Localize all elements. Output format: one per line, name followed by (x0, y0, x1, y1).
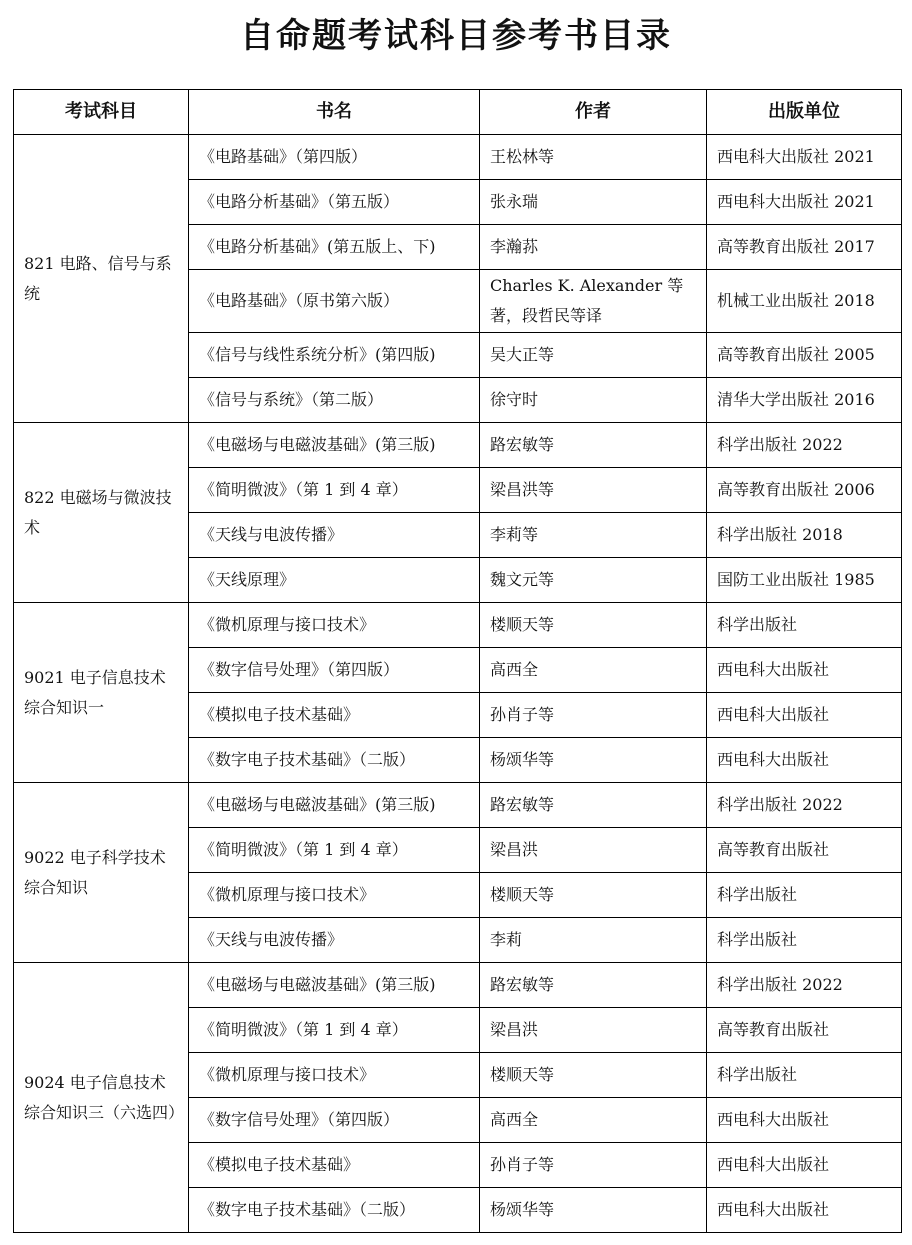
book-title-cell: 《数字信号处理》（第四版） (189, 1098, 480, 1143)
book-title-cell: 《电磁场与电磁波基础》(第三版) (189, 423, 480, 468)
table-row (14, 423, 902, 468)
book-title-cell: 《简明微波》（第 1 到 4 章） (189, 828, 480, 873)
book-title-cell: 《模拟电子技术基础》 (189, 693, 480, 738)
publisher-cell: 科学出版社 (707, 1053, 902, 1098)
publisher-cell: 科学出版社 (707, 873, 902, 918)
publisher-cell: 西电科大出版社 2021 (707, 180, 902, 225)
book-title-cell: 《信号与线性系统分析》(第四版) (189, 333, 480, 378)
publisher-cell: 西电科大出版社 2021 (707, 135, 902, 180)
book-title-cell: 《电路分析基础》（第五版） (189, 180, 480, 225)
author-cell: 杨颂华等 (480, 1188, 707, 1233)
publisher-cell: 科学出版社 (707, 603, 902, 648)
table-body (14, 135, 902, 1233)
header-row (14, 90, 902, 135)
author-cell: 李莉等 (480, 513, 707, 558)
header-publisher: 出版单位 (707, 90, 902, 135)
book-title-cell: 《微机原理与接口技术》 (189, 603, 480, 648)
publisher-cell: 高等教育出版社 2006 (707, 468, 902, 513)
book-title-cell: 《电路分析基础》(第五版上、下) (189, 225, 480, 270)
publisher-cell: 西电科大出版社 (707, 648, 902, 693)
publisher-cell: 科学出版社 2022 (707, 423, 902, 468)
table-row (14, 135, 902, 180)
book-title-cell: 《微机原理与接口技术》 (189, 873, 480, 918)
table-row (14, 603, 902, 648)
table-row (14, 963, 902, 1008)
author-cell: 吴大正等 (480, 333, 707, 378)
book-title-cell: 《信号与系统》（第二版） (189, 378, 480, 423)
publisher-cell: 西电科大出版社 (707, 1188, 902, 1233)
publisher-cell: 西电科大出版社 (707, 1143, 902, 1188)
author-cell: 梁昌洪 (480, 828, 707, 873)
subject-cell: 9021 电子信息技术综合知识一 (14, 603, 189, 783)
author-cell: 杨颂华等 (480, 738, 707, 783)
publisher-cell: 高等教育出版社 2017 (707, 225, 902, 270)
author-cell: 王松林等 (480, 135, 707, 180)
book-title-cell: 《模拟电子技术基础》 (189, 1143, 480, 1188)
table-row (14, 783, 902, 828)
book-title-cell: 《数字信号处理》（第四版） (189, 648, 480, 693)
subject-cell: 821 电路、信号与系统 (14, 135, 189, 423)
book-title-cell: 《简明微波》（第 1 到 4 章） (189, 1008, 480, 1053)
author-cell: 高西全 (480, 648, 707, 693)
publisher-cell: 科学出版社 2022 (707, 963, 902, 1008)
author-cell: 高西全 (480, 1098, 707, 1143)
author-cell: 梁昌洪等 (480, 468, 707, 513)
book-title-cell: 《电路基础》（原书第六版） (189, 270, 480, 333)
header-subject: 考试科目 (14, 90, 189, 135)
subject-cell: 822 电磁场与微波技术 (14, 423, 189, 603)
author-cell: 李莉 (480, 918, 707, 963)
publisher-cell: 科学出版社 (707, 918, 902, 963)
author-cell: 李瀚荪 (480, 225, 707, 270)
page-title: 自命题考试科目参考书目录 (240, 16, 672, 56)
author-cell: Charles K. Alexander 等著，段哲民等译 (480, 270, 707, 333)
publisher-cell: 高等教育出版社 (707, 828, 902, 873)
subject-cell: 9024 电子信息技术综合知识三（六选四） (14, 963, 189, 1233)
publisher-cell: 西电科大出版社 (707, 1098, 902, 1143)
publisher-cell: 清华大学出版社 2016 (707, 378, 902, 423)
book-title-cell: 《数字电子技术基础》（二版） (189, 738, 480, 783)
header-author: 作者 (480, 90, 707, 135)
author-cell: 路宏敏等 (480, 423, 707, 468)
author-cell: 楼顺天等 (480, 873, 707, 918)
book-title-cell: 《电磁场与电磁波基础》(第三版) (189, 783, 480, 828)
publisher-cell: 高等教育出版社 (707, 1008, 902, 1053)
publisher-cell: 西电科大出版社 (707, 693, 902, 738)
author-cell: 徐守时 (480, 378, 707, 423)
publisher-cell: 高等教育出版社 2005 (707, 333, 902, 378)
book-title-cell: 《电路基础》（第四版） (189, 135, 480, 180)
book-title-cell: 《简明微波》（第 1 到 4 章） (189, 468, 480, 513)
author-cell: 张永瑞 (480, 180, 707, 225)
author-cell: 孙肖子等 (480, 693, 707, 738)
author-cell: 楼顺天等 (480, 603, 707, 648)
author-cell: 梁昌洪 (480, 1008, 707, 1053)
book-title-cell: 《天线与电波传播》 (189, 513, 480, 558)
book-title-cell: 《天线与电波传播》 (189, 918, 480, 963)
author-cell: 楼顺天等 (480, 1053, 707, 1098)
publisher-cell: 机械工业出版社 2018 (707, 270, 902, 333)
author-cell: 孙肖子等 (480, 1143, 707, 1188)
author-cell: 路宏敏等 (480, 783, 707, 828)
publisher-cell: 科学出版社 2018 (707, 513, 902, 558)
author-cell: 魏文元等 (480, 558, 707, 603)
publisher-cell: 科学出版社 2022 (707, 783, 902, 828)
book-title-cell: 《微机原理与接口技术》 (189, 1053, 480, 1098)
publisher-cell: 西电科大出版社 (707, 738, 902, 783)
book-title-cell: 《电磁场与电磁波基础》(第三版) (189, 963, 480, 1008)
subject-cell: 9022 电子科学技术综合知识 (14, 783, 189, 963)
author-cell: 路宏敏等 (480, 963, 707, 1008)
book-title-cell: 《天线原理》 (189, 558, 480, 603)
book-title-cell: 《数字电子技术基础》（二版） (189, 1188, 480, 1233)
reference-book-table (13, 89, 902, 1233)
publisher-cell: 国防工业出版社 1985 (707, 558, 902, 603)
header-book-title: 书名 (189, 90, 480, 135)
